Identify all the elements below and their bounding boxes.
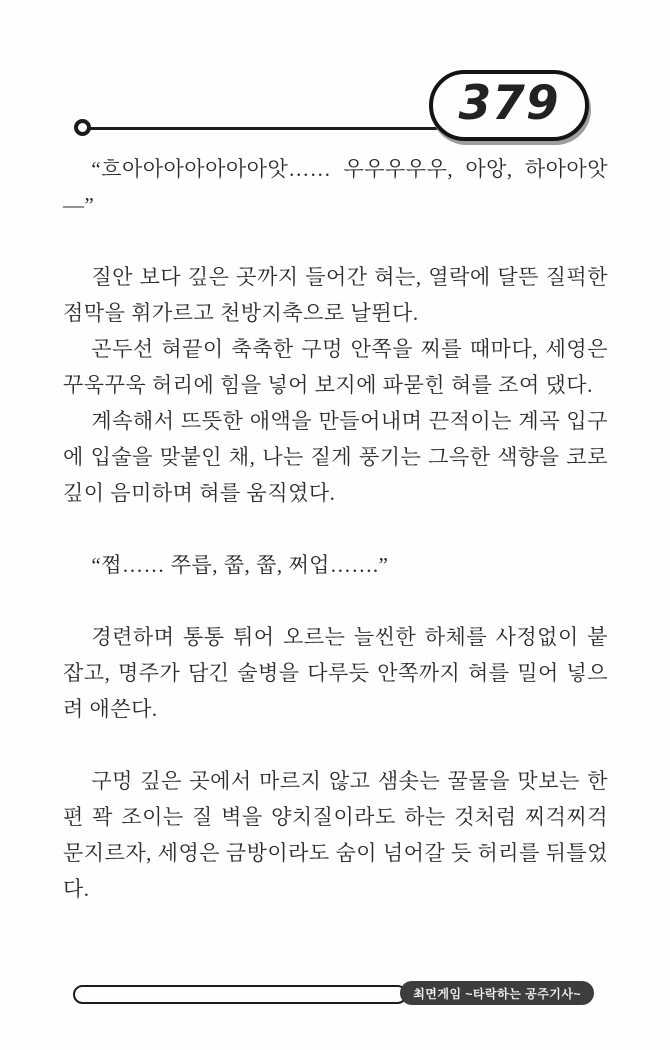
paragraph-narration-2: 곤두선 혀끝이 축축한 구멍 안쪽을 찌를 때마다, 세영은 꾸욱꾸욱 허리에 힘을 넣어 보지에 파묻힌 혀를 조여 댔다. xyxy=(63,337,608,397)
page-body xyxy=(63,151,608,907)
page-number-badge xyxy=(429,70,589,141)
chapter-rule-line xyxy=(84,127,450,130)
page-footer xyxy=(0,978,670,1018)
chapter-line-ring-icon xyxy=(74,119,91,136)
series-title-badge xyxy=(400,981,594,1005)
paragraph-dialogue-1: “흐아아아아아아아앗…… 우우우우우, 아앙, 하아아앗—” xyxy=(63,157,608,217)
paragraph-narration-5: 구멍 깊은 곳에서 마르지 않고 샘솟는 꿀물을 맛보는 한편 꽉 조이는 질 벽을 양치질이라도 하는 것처럼 찌걱찌걱 문지르자, 세영은 금방이라도 숨이 넘어갈 듯 허리를 뒤틀었다. xyxy=(63,769,608,901)
paragraph-narration-3: 계속해서 뜨뜻한 애액을 만들어내며 끈적이는 계곡 입구에 입술을 맞붙인 채, 나는 짙게 풍기는 그윽한 색향을 코로 깊이 음미하며 혀를 움직였다. xyxy=(63,409,608,505)
paragraph-narration-1: 질안 보다 깊은 곳까지 들어간 혀는, 열락에 달뜬 질퍽한 점막을 휘가르고 천방지축으로 날뛴다. xyxy=(63,265,608,325)
paragraph-narration-4: 경련하며 통통 튀어 오르는 늘씬한 하체를 사정없이 붙잡고, 명주가 담긴 술병을 다루듯 안쪽까지 혀를 밀어 넣으려 애쓴다. xyxy=(63,625,608,721)
paragraph-dialogue-2: “쩝…… 쭈릅, 쭙, 쭙, 쩌업…….” xyxy=(91,553,389,577)
footer-rule-capsule xyxy=(73,985,407,1004)
page-header xyxy=(0,0,670,150)
page-number: 379 xyxy=(458,76,560,131)
series-title: 최면게임 ~타락하는 공주기사~ xyxy=(413,986,581,1001)
